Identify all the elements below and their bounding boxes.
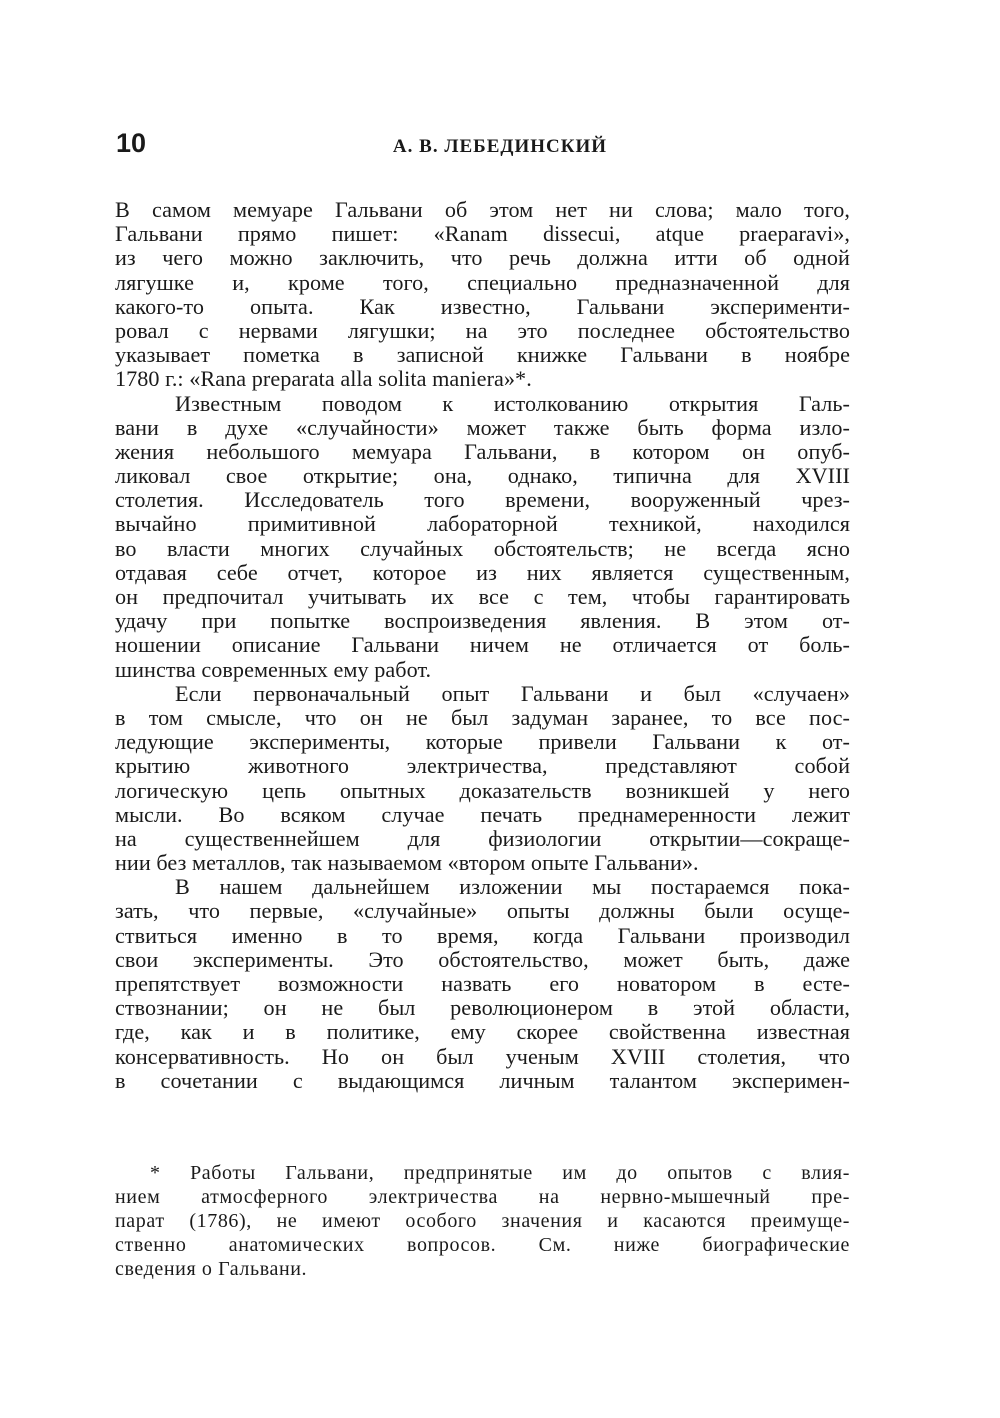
text-line: 1780 г.: «Rana preparata alla solita maniera»*. <box>115 366 532 392</box>
text-line: свои эксперименты. Это обстоятельство, может быть, даже <box>115 946 850 972</box>
text-line: столетия. Исследователь того времени, вооруженный чрез- <box>115 487 850 513</box>
text-line: логическую цепь опытных доказательств возникшей у него <box>115 777 850 803</box>
text-line: жения небольшого мемуара Гальвани, в котором он опуб- <box>115 438 850 464</box>
text-line: Известным поводом к истолкованию открытия Галь- <box>175 390 850 416</box>
text-line: удачу при попытке воспроизведения явления. В этом от- <box>115 608 850 634</box>
text-line: в сочетании с выдающимся личным талантом эксперимен- <box>115 1067 850 1093</box>
footnote-line: ственно анатомических вопросов. См. ниже биографические <box>115 1234 850 1256</box>
text-line: лягушке и, кроме того, специально предназначенной для <box>115 269 850 295</box>
text-line: ледующие эксперименты, которые привели Гальвани к от- <box>115 729 850 755</box>
text-line: он предпочитал учитывать их все с тем, чтобы гарантировать <box>115 584 850 609</box>
text-line: Если первоначальный опыт Гальвани и был «случаен» <box>175 680 850 706</box>
text-line: мысли. Во всяком случае печать преднамеренности лежит <box>115 801 850 827</box>
text-line: в том смысле, что он не был задуман заранее, то все пос- <box>115 704 850 730</box>
footnote-line: парат (1786), не имеют особого значения и касаются преимуще- <box>115 1210 850 1232</box>
text-line: консервативность. Но он был ученым XVIII столетия, что <box>115 1043 850 1069</box>
running-header: А. В. ЛЕБЕДИНСКИЙ <box>392 136 608 157</box>
text-line: ликовал свое открытие; она, однако, типична для XVIII <box>115 463 850 489</box>
footnote-line: сведения о Гальвани. <box>115 1258 308 1280</box>
text-line: где, как и в политике, ему скорее свойственна известная <box>115 1019 850 1045</box>
text-line: нии без металлов, так называемом «втором опыте Гальвани». <box>115 850 699 876</box>
text-line: во власти многих случайных обстоятельств; не всегда ясно <box>115 535 850 561</box>
text-line: крытию животного электричества, представляют собой <box>115 753 850 779</box>
footnote-line: нием атмосферного электричества на нервно-мышечный пре- <box>115 1186 850 1208</box>
text-line: ношении описание Гальвани ничем не отличается от боль- <box>115 632 850 658</box>
text-line: на существеннейшем для физиологии открытии—сокраще- <box>115 825 850 851</box>
main-text <box>115 198 850 1093</box>
text-line: шинства современных ему работ. <box>115 656 432 682</box>
text-line: отдавая себе отчет, которое из них является существенным, <box>115 559 850 585</box>
text-line: указывает пометка в записной книжке Гальвани в ноябре <box>115 342 850 368</box>
footnote-line: * Работы Гальвани, предпринятые им до опытов с влия- <box>150 1162 850 1184</box>
text-line: В нашем дальнейшем изложении мы постараемся пока- <box>175 874 850 900</box>
text-line: препятствует возможности назвать его новатором в есте- <box>115 971 850 996</box>
text-line: зать, что первые, «случайные» опыты должны были осуще- <box>115 898 850 924</box>
text-line: Гальвани прямо пишет: «Ranam dissecui, atque praeparavi», <box>115 221 850 247</box>
text-line: ровал с нервами лягушки; на это последнее обстоятельство <box>115 317 850 343</box>
text-line: ствознании; он не был революционером в этой области, <box>115 995 850 1021</box>
text-line: вычайно примитивной лабораторной техникой, находился <box>115 511 850 537</box>
text-line: В самом мемуаре Гальвани об этом нет ни слова; мало того, <box>115 197 850 222</box>
text-line: какого-то опыта. Как известно, Гальвани эксперименти- <box>115 293 850 319</box>
text-line: ствиться именно в то время, когда Гальвани производил <box>115 922 850 948</box>
page-number: 10 <box>116 128 147 158</box>
text-line: вани в духе «случайности» может также быть форма изло- <box>115 414 850 440</box>
text-line: из чего можно заключить, что речь должна итти об одной <box>115 245 850 271</box>
footnote <box>115 1161 850 1281</box>
